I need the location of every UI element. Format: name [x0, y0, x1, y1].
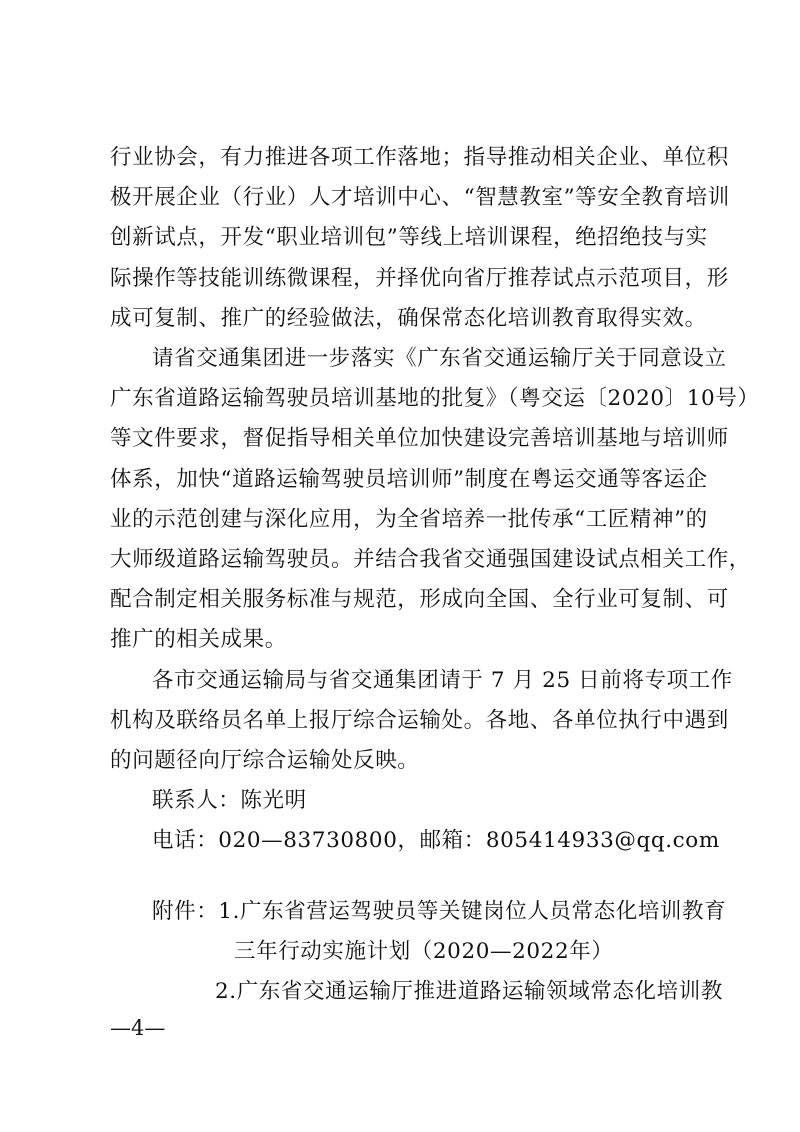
paragraph-line: 等文件要求，督促指导相关单位加快建设完善培训基地与培训师 [110, 426, 729, 451]
paragraph-line: 各市交通运输局与省交通集团请于 7 月 25 日前将专项工作 [152, 668, 733, 693]
page-number: —4— [110, 1016, 166, 1040]
paragraph-line: 机构及联络员名单上报厅综合运输处。各地、各单位执行中遇到 [110, 708, 729, 733]
paragraph-line: 极开展企业（行业）人才培训中心、“智慧教室”等安全教育培训 [110, 185, 730, 210]
paragraph-line: 配合制定相关服务标准与规范，形成向全国、全行业可复制、可 [110, 587, 729, 612]
paragraph-line: 广东省道路运输驾驶员培训基地的批复》（粤交运〔2020〕10号） [110, 386, 760, 411]
paragraph-line: 推广的相关成果。 [110, 627, 287, 652]
paragraph-line: 大师级道路运输驾驶员。并结合我省交通强国建设试点相关工作， [110, 547, 751, 572]
paragraph-line: 际操作等技能训练微课程，并择优向省厅推荐试点示范项目，形 [110, 266, 729, 291]
paragraph-line: 创新试点，开发“职业培训包”等线上培训课程，绝招绝技与实 [110, 225, 708, 250]
contact-phone-email: 电话：020—83730800，邮箱：805414933@qq.com [152, 828, 720, 853]
paragraph-line: 体系，加快“道路运输驾驶员培训师”制度在粤运交通等客运企 [110, 467, 708, 492]
attachment-item-2: 2.广东省交通运输厅推进道路运输领域常态化培训教 [215, 979, 723, 1004]
paragraph-line: 行业协会，有力推进各项工作落地；指导推动相关企业、单位积 [110, 145, 729, 170]
paragraph-line: 成可复制、推广的经验做法，确保常态化培训教育取得实效。 [110, 306, 707, 331]
paragraph-line: 请省交通集团进一步落实《广东省交通运输厅关于同意设立 [152, 346, 727, 371]
attachment-item-1: 附件：1.广东省营运驾驶员等关键岗位人员常态化培训教育 [152, 899, 727, 924]
contact-person: 联系人：陈光明 [152, 788, 307, 813]
paragraph-line: 的问题径向厅综合运输处反映。 [110, 748, 420, 773]
attachment-item-1-continued: 三年行动实施计划（2020—2022年） [234, 939, 614, 964]
paragraph-line: 业的示范创建与深化应用，为全省培养一批传承“工匠精神”的 [110, 507, 708, 532]
